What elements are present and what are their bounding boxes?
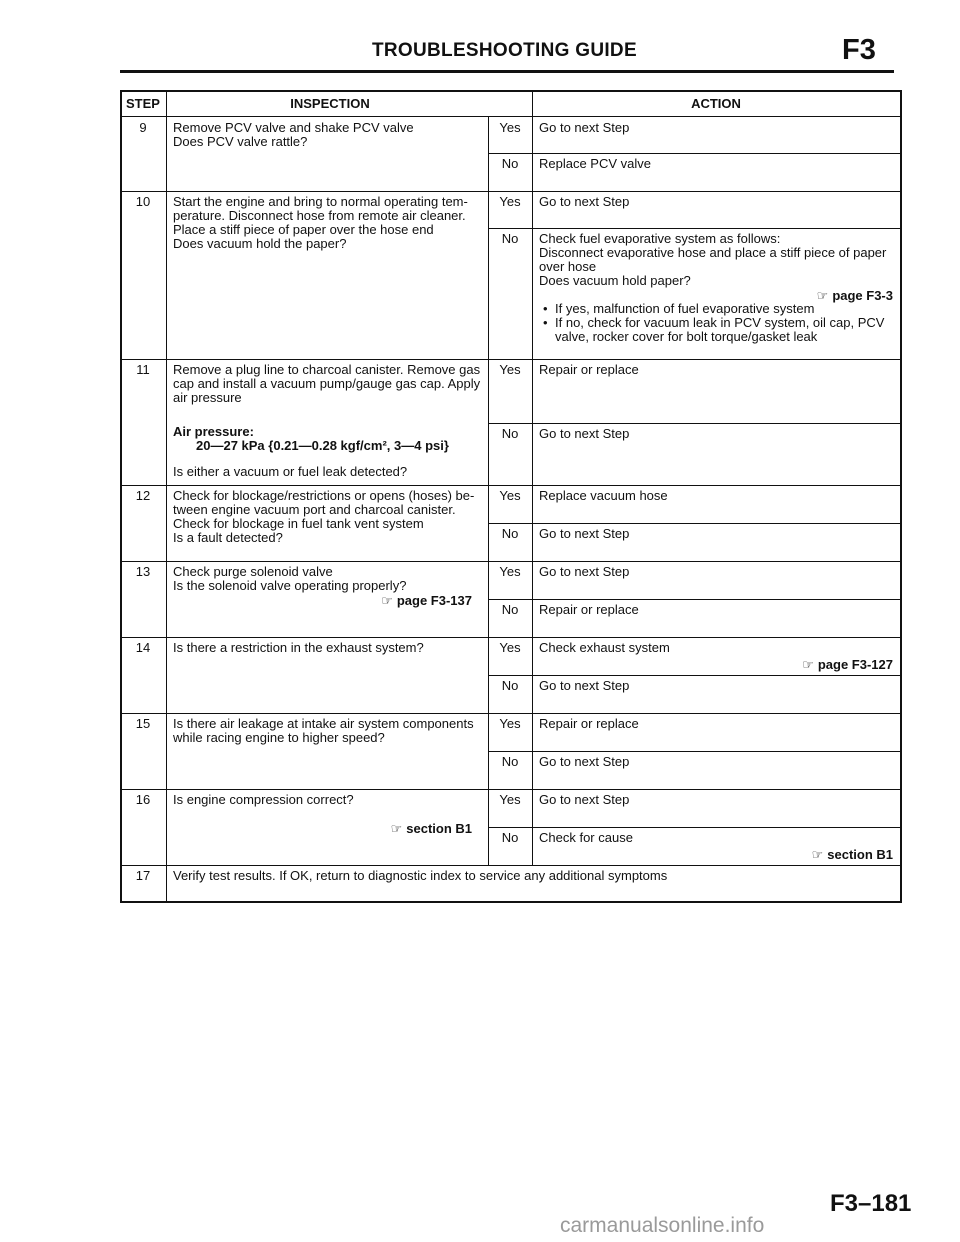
grid-line <box>488 359 489 485</box>
answer-yes-label: Yes <box>499 488 521 503</box>
pointing-hand-icon: ☞ <box>816 288 829 303</box>
answer-no-label: No <box>501 754 519 769</box>
action-no-text: Go to next Step <box>539 526 630 541</box>
answer-no-label: No <box>501 678 519 693</box>
column-header-step: STEP <box>126 96 160 111</box>
grid-line <box>488 827 900 828</box>
grid-line <box>488 637 489 713</box>
inspection-text: perature. Disconnect hose from remote air cleaner. <box>173 208 466 223</box>
grid-line <box>488 675 900 676</box>
action-no-reference <box>812 847 893 863</box>
answer-yes-label: Yes <box>499 640 521 655</box>
grid-line <box>488 599 900 600</box>
action-yes-text: Repair or replace <box>539 716 639 731</box>
action-no-text: Repair or replace <box>539 602 639 617</box>
step-number: 16 <box>135 792 151 807</box>
answer-no-label: No <box>501 526 519 541</box>
inspection-text: Does PCV valve rattle? <box>173 134 308 149</box>
grid-line <box>120 713 902 714</box>
action-no-text: Replace PCV valve <box>539 156 651 171</box>
inspection-text: Is there a restriction in the exhaust system? <box>173 640 424 655</box>
pointing-hand-icon: ☞ <box>390 821 403 836</box>
inspection-question: Is either a vacuum or fuel leak detected? <box>173 464 408 479</box>
action-no-text: Does vacuum hold paper? <box>539 273 691 288</box>
action-yes-text: Replace vacuum hose <box>539 488 668 503</box>
action-yes-text: Go to next Step <box>539 194 630 209</box>
grid-line <box>532 713 533 789</box>
grid-line <box>488 485 489 561</box>
grid-line <box>488 153 900 154</box>
answer-no-label: No <box>501 602 519 617</box>
answer-yes-label: Yes <box>499 194 521 209</box>
inspection-text: Is engine compression correct? <box>173 792 354 807</box>
inspection-text: Check for blockage in fuel tank vent system <box>173 516 424 531</box>
grid-line <box>488 523 900 524</box>
inspection-text: Is there air leakage at intake air system components <box>173 716 474 731</box>
column-header-inspection: INSPECTION <box>290 96 370 111</box>
page-title: TROUBLESHOOTING GUIDE <box>372 40 637 61</box>
grid-line <box>532 117 533 191</box>
inspection-text: air pressure <box>173 390 242 405</box>
action-yes-text: Go to next Step <box>539 564 630 579</box>
inspection-text: Check for blockage/restrictions or opens (hoses) be- <box>173 488 475 503</box>
answer-no-label: No <box>501 426 519 441</box>
pointing-hand-icon: ☞ <box>381 593 393 608</box>
inspection-text: Is the solenoid valve operating properly? <box>173 578 407 593</box>
answer-no-label: No <box>501 156 519 171</box>
inspection-text: while racing engine to higher speed? <box>173 730 385 745</box>
grid-line <box>532 90 533 116</box>
inspection-text: Place a stiff piece of paper over the hose end <box>173 222 434 237</box>
grid-line <box>120 485 902 486</box>
action-no-reference <box>817 288 893 304</box>
inspection-text: cap and install a vacuum pump/gauge gas cap. Apply <box>173 376 481 391</box>
pointing-hand-icon: ☞ <box>811 847 824 862</box>
grid-line <box>488 561 489 637</box>
action-no-text: Go to next Step <box>539 754 630 769</box>
answer-no-label: No <box>501 231 519 246</box>
inspection-text: Start the engine and bring to normal operating tem- <box>173 194 468 209</box>
step-number: 10 <box>135 194 151 209</box>
grid-line <box>488 191 489 359</box>
reference-text: page F3-137 <box>396 593 472 608</box>
grid-line <box>120 90 122 903</box>
answer-yes-label: Yes <box>499 120 521 135</box>
action-no-text: Go to next Step <box>539 426 630 441</box>
inspection-text: Check purge solenoid valve <box>173 564 333 579</box>
column-header-action: ACTION <box>691 96 741 111</box>
action-yes-text: Go to next Step <box>539 120 630 135</box>
grid-line <box>532 561 533 637</box>
grid-line <box>120 789 902 790</box>
action-no-text: over hose <box>539 259 597 274</box>
reference-text: section B1 <box>406 821 472 836</box>
grid-line <box>166 116 167 901</box>
pointing-hand-icon: ☞ <box>802 657 814 672</box>
grid-line <box>488 117 489 191</box>
step-number: 17 <box>135 868 151 883</box>
action-yes-text: Check exhaust system <box>539 640 670 655</box>
grid-line <box>120 116 902 117</box>
answer-yes-label: Yes <box>499 792 521 807</box>
grid-line <box>120 359 902 360</box>
step-number: 12 <box>135 488 151 503</box>
inspection-text: Is a fault detected? <box>173 530 283 545</box>
inspection-text: tween engine vacuum port and charcoal canister. <box>173 502 456 517</box>
grid-line <box>532 191 533 359</box>
grid-line <box>166 90 167 116</box>
inspection-text: Verify test results. If OK, return to diagnostic index to service any additional symptoms <box>173 868 668 883</box>
action-yes-text: Repair or replace <box>539 362 639 377</box>
step-number: 14 <box>135 640 151 655</box>
spec-label: Air pressure: <box>173 424 254 439</box>
action-yes-reference <box>802 657 893 673</box>
grid-line <box>488 713 489 789</box>
action-no-text: Go to next Step <box>539 678 630 693</box>
action-no-text: Check fuel evaporative system as follows: <box>539 231 781 246</box>
inspection-text: Remove PCV valve and shake PCV valve <box>173 120 414 135</box>
page-number: F3–181 <box>830 1190 912 1217</box>
answer-yes-label: Yes <box>499 716 521 731</box>
grid-line <box>488 751 900 752</box>
action-bullet-text: • If yes, malfunction of fuel evaporative system <box>555 302 814 316</box>
reference-text: section B1 <box>827 847 893 862</box>
grid-line <box>120 637 902 638</box>
answer-no-label: No <box>501 830 519 845</box>
action-bullet-text: • If no, check for vacuum leak in PCV system, oil cap, PCV <box>555 316 884 330</box>
inspection-text: Does vacuum hold the paper? <box>173 236 347 251</box>
section-code: F3 <box>842 34 876 66</box>
grid-line <box>120 90 902 92</box>
grid-line <box>120 561 902 562</box>
watermark: carmanualsonline.info <box>560 1214 765 1237</box>
grid-line <box>532 789 533 865</box>
answer-yes-label: Yes <box>499 564 521 579</box>
grid-line <box>532 637 533 713</box>
spec-value: 20—27 kPa {0.21—0.28 kgf/cm², 3—4 psi} <box>196 438 449 453</box>
step-number: 13 <box>135 564 151 579</box>
grid-line <box>488 789 489 865</box>
step-number: 9 <box>139 120 147 135</box>
grid-line <box>488 228 900 229</box>
grid-line <box>532 359 533 485</box>
grid-line <box>120 191 902 192</box>
action-no-text: Check for cause <box>539 830 633 845</box>
reference-text: page F3-127 <box>817 657 893 672</box>
inspection-text: Remove a plug line to charcoal canister. Remove gas <box>173 362 481 377</box>
answer-yes-label: Yes <box>499 362 521 377</box>
action-bullet-text: valve, rocker cover for bolt torque/gasket leak <box>555 329 818 344</box>
grid-line <box>120 865 902 866</box>
grid-line <box>120 901 902 903</box>
grid-line <box>532 485 533 561</box>
action-yes-text: Go to next Step <box>539 792 630 807</box>
action-no-text: Disconnect evaporative hose and place a stiff piece of paper <box>539 245 887 260</box>
header-rule <box>120 70 894 73</box>
step-number: 15 <box>135 716 151 731</box>
grid-line <box>488 423 900 424</box>
grid-line <box>900 90 902 903</box>
step-number: 11 <box>136 362 150 377</box>
reference-text: page F3-3 <box>832 288 893 303</box>
